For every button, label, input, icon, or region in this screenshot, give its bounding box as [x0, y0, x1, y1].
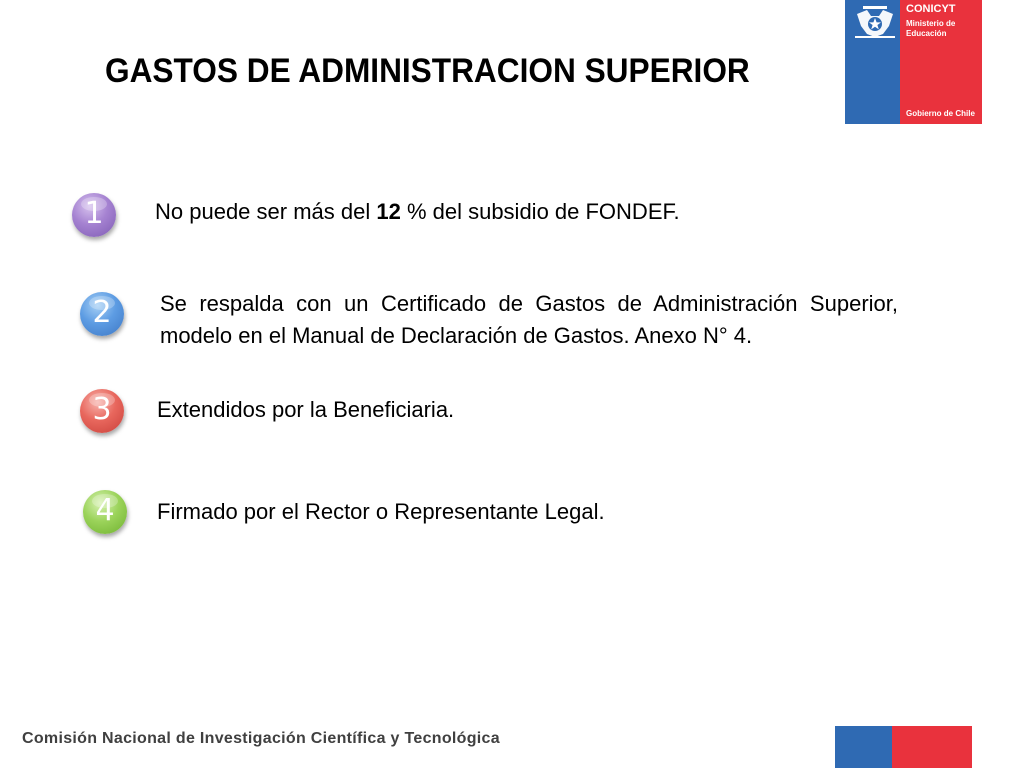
- item-1-text-before: No puede ser más del: [155, 199, 377, 224]
- logo-name: CONICYT: [906, 3, 956, 15]
- item-1-text-after: % del subsidio de FONDEF.: [400, 199, 680, 224]
- bullet-number-2: 2: [80, 292, 124, 336]
- footer-institution: Comisión Nacional de Investigación Científica y Tecnológica: [22, 730, 500, 747]
- bullet-number-3: 3: [80, 389, 124, 433]
- footer-flag-bar: [835, 726, 972, 768]
- item-1-text: [155, 196, 680, 228]
- chile-coat-of-arms-icon: [851, 4, 899, 40]
- logo-ministry-line1: Ministerio de: [906, 19, 956, 28]
- item-3-text: Extendidos por la Beneficiaria.: [157, 397, 455, 422]
- bullet-number-1: 1: [72, 193, 116, 237]
- footer-flag-blue: [835, 726, 892, 768]
- logo-red-panel: [900, 0, 982, 124]
- logo-government: Gobierno de Chile: [906, 109, 975, 118]
- footer-flag-red: [892, 726, 972, 768]
- item-4-text: Firmado por el Rector o Representante Legal.: [157, 499, 605, 524]
- slide-title: GASTOS DE ADMINISTRACION SUPERIOR: [105, 52, 750, 90]
- conicyt-logo: [845, 0, 982, 124]
- item-2-text: Se respalda con un Certificado de Gastos de Administración Superior, modelo en el Manual de Declaración de Gastos. Anexo N° 4.: [160, 291, 898, 348]
- item-1-percent: 12: [376, 199, 401, 224]
- logo-blue-panel: [845, 0, 900, 124]
- bullet-number-4: 4: [83, 490, 127, 534]
- logo-ministry-line2: Educación: [906, 29, 947, 38]
